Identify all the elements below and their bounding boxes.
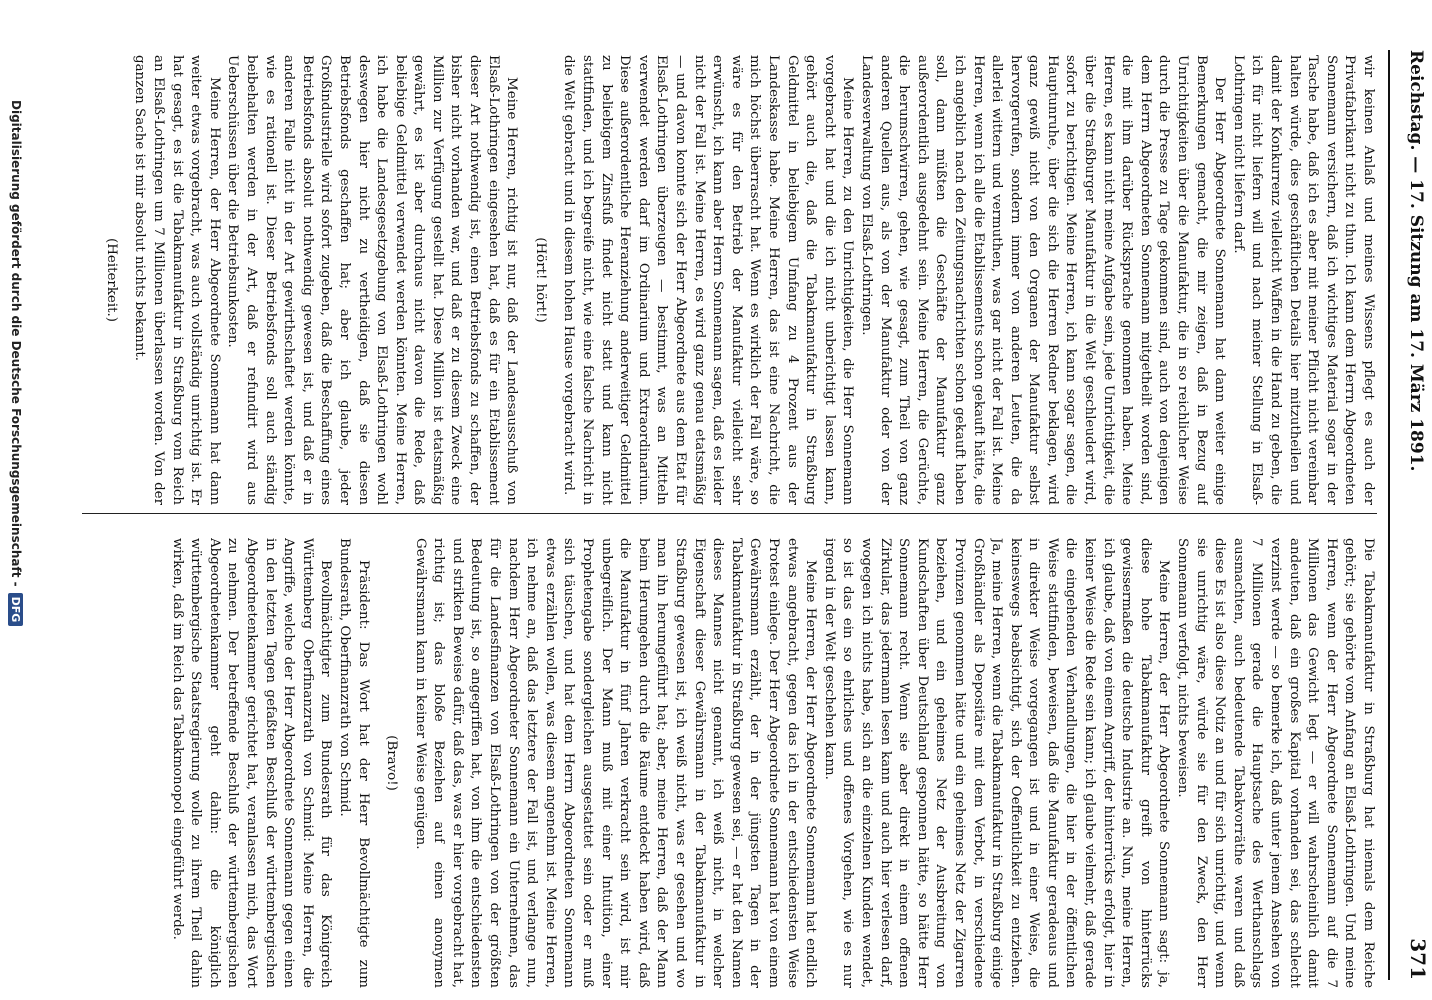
- dfg-logo: DFG: [9, 593, 24, 627]
- interjection: (Hört! hört!): [532, 237, 548, 323]
- interjection: (Heiterkeit.): [103, 238, 119, 322]
- left-column: [77, 55, 1377, 505]
- page-number: 371: [1406, 938, 1430, 980]
- running-title: Reichstag. — 17. Sitzung am 17. März 1891.: [1406, 50, 1426, 472]
- paragraph: Der Herr Abgeordnete Sonnemann hat dann weiter einige Bemerkungen gemacht, die mir zeigen, daß in Bezug auf Unrichtigkeiten über die Manufaktur, die in so reichlicher Weise durch die Presse zu Tage gekommen sind, auch von denjenigen dem Herrn Abgeordneten Sonnemann mitgetheilt worden sind, die mit ihm darüber Rücksprache genommen haben. Meine Herren, es kann nicht meine Aufgabe sein, jede Unrichtigkeit, die über die Straßburger Manufaktur in die Welt geschleudert wird, sofort zu berichtigen. Meine Herren, ich kann sogar sagen, die Hauptunruhe, über die sich die Herren Redner beklagen, wird ganz gewiß nicht von den Organen der Manufaktur selbst hervorgerufen, sondern immer von anderen Leuten, die da allerlei wittern und vermuthen, was gar nicht der Fall ist. Meine Herren, wenn ich alle die Etablissements schon gekauft hätte, die ich angeblich nach den Zeitungsnachrichten schon gekauft haben soll, dann müßten die Geschäfte der Manufaktur ganz außerordentlich ausgedehnt sein. Meine Herren, die Gerüchte, die herumschwirren, gehen, wie gesagt, zum Theil von ganz anderen Quellen aus, als von der Manufaktur oder von der Landesverwaltung von Elsaß-Lothringen.: [858, 55, 1228, 505]
- page-header: [1400, 50, 1430, 980]
- digitization-credit: [4, 100, 28, 980]
- paragraph: Meine Herren, der Herr Abgeordnete Sonnemann hat endlich etwas angebracht, gegen das ich in der entschiedensten Weise Protest einlege. Der Herr Abgeordnete Sonnemann hat von einem Gewährsmann erzählt, der in der jüngsten Tagen in der Tabakmanufaktur in Straßburg gewesen sei, — er hat den Namen dieses Mannes nicht genannt, ich weiß nicht, in welcher Eigenschaft dieser Gewährsmann in der Tabakmanufaktur in Straßburg gewesen ist, ich weiß nicht, was er gesehen und wo man ihn herumgeführt hat; aber, meine Herren, daß der Mann beim Herumgehen durch die Räume entdeckt haben wird, daß die Manufaktur in fünf Jahren verkracht sein wird, ist mir unbegreiflich. Der Mann muß mit einer Intuition, einer Prophetengabe sondergleichen ausgestattet sein oder er muß sich täuschen, und hat dem Herrn Abgeordneten Sonnemann etwas erzählen wollen, was diesem angenehm ist. Meine Herren, ich nehme an, daß das letztere der Fall ist, und verlange nun, nachdem Herr Abgeordneter Sonnemann ein Unternehmen, das für die Landesfinanzen von Elsaß-Lothringen von der größten Bedeutung ist, so angegriffen hat, von ihm die entschiedensten und strikten Beweise dafür, daß das, was er hier vorgebracht hat, richtig ist; das bloße Beziehen auf einen anonymen Gewährsmann kann in keiner Weise genügen.: [412, 538, 819, 988]
- credit-text: Digitalisierung gefördert durch die Deutsche Forschungsgemeinschaft -: [9, 100, 23, 587]
- paragraph: Bevollmächtigter zum Bundesrath für das Königreich Württemberg Oberfinanzrath von Schmid: Meine Herren, die Angriffe, welche der Herr Abgeordnete Sonnemann gegen einen in den letzten Tagen gefaßten Beschluß der württembergischen Abgeordnetenkammer gerichtet hat, veranlassen mich, das Wort zu nehmen. Der betreffende Beschluß der württembergischen Abgeordnetenkammer geht dahin: die königlich württembergische Staatsregierung wolle zu ihrem Theil dahin wirken, daß im Reich das Tabakmonopol eingeführt werde.: [169, 538, 334, 988]
- paragraph: Meine Herren, zu den Unrichtigkeiten, die Herr Sonnemann vorgebracht hat und die ich nicht unberichtigt lassen kann, gehört auch die, daß die Tabakmanufaktur in Straßburg Geldmittel in beliebigem Umfang zu 4 Prozent aus der Landeskasse habe. Meine Herren, das ist eine Nachricht, die mich höchst überrascht hat. Wenn es wirklich der Fall wäre, so wäre es für den Betrieb der Manufaktur vielleicht sehr erwünscht, ich kann aber Herrn Sonnemann sagen, daß es leider nicht der Fall ist. Meine Herren, es wird ganz genau etatsmäßig — und davon konnte sich der Herr Abgeordnete aus dem Etat für Elsaß-Lothringen überzeugen — bestimmt, was an Mitteln verwendet werden darf im Ordinarium und Extraordinarium. Diese außerordentliche Heranziehung anderweitiger Geldmittel zu beliebigem Zinsfuß findet nicht statt und kann nicht stattfinden, und ich begreife nicht, wie eine falsche Nachricht in die Welt gebracht und in diesem hohen Hause vorgebracht wird.: [561, 55, 856, 505]
- paragraph: Meine Herren, der Herr Abgeordnete Sonnemann sagt: ja, diese hohe Tabakmanufaktur greift von hinterrücks gewissermaßen die deutsche Industrie an. Nun, meine Herren, ich glaube, daß von einem Angriff, der hinterrücks erfolgt, hier in keiner Weise die Rede sein kann; ich glaube vielmehr, daß gerade die eingehenden Verhandlungen, die hier in der öffentlichen Weise stattfinden, beweisen, daß die Manufaktur geradeaus und in direkter Weise vorgegangen ist und in einer Weise, die keineswegs beabsichtigt, sich der Oeffentlichkeit zu entziehen. Ja, meine Herren, wenn die Tabakmanufaktur in Straßburg einige Großhändler als Depositäre mit dem Verbot, in verschiedene Provinzen genommen hätte und ein geheimes Netz der Zigarren beziehen, und ein geheimes Netz der Ausbreitung von Kundschaften über Deutschland gesponnen hätte, so hätte Herr Sonnemann recht. Wenn sie aber direkt in einem offenen Zirkular, das jedermann lesen kann und auch hier verlesen darf, wogegen ich nichts habe, sich an die einzelnen Kunden wendet, so ist das ein so ehrliches und offenes Vorgehen, wie es nur irgend in der Welt geschehen kann.: [821, 538, 1172, 988]
- paragraph: Meine Herren, richtig ist nur, daß der Landesausschuß von Elsaß-Lothringen eingesehen hat, daß es für ein Etablissement dieser Art nothwendig ist, einen Betriebsfonds zu schaffen, der bisher nicht vorhanden war, und daß er zu diesem Zweck eine Million zur Verfügung gestellt hat. Diese Million ist etatsmäßig gewährt, es ist aber durchaus nicht davon die Rede, daß beliebige Geldmittel verwendet werden könnten. Meine Herren, ich habe die Landesgesetzgebung von Elsaß-Lothringen wohl deswegen hier nicht zu vertheidigen, daß sie diesen Betriebsfonds geschaffen hat; aber ich glaube, jeder Großindustrielle wird sofort zugeben, daß die Beschaffung eines Betriebsfonds absolut nothwendig gewesen ist, und daß er in anderen Falle nicht in der Art gewirthschaftet werden könnte, wie es rationell ist. Dieser Betriebsfonds soll auch ständig beibehalten werden in der Art, daß er refundirt wird aus Ueberschüssen über die Betriebsunkosten.: [225, 55, 520, 505]
- header-rule: [1388, 50, 1390, 980]
- column-rule: [82, 513, 1377, 514]
- interjection: (Bravo!): [384, 735, 400, 791]
- paragraph: wir keinen Anlaß und meines Wissens pflegt es auch der Privatfabrikant nicht zu thun. Ich kann dem Herrn Abgeordneten Sonnemann versichern, daß ich wichtiges Material sogar in der Tasche habe, daß ich es aber mit meiner Pflicht nicht vereinbar halten würde, dies geschäftlichen Details hier mitzutheilen und damit der Konkurrenz vielleicht Waffen in die Hand zu geben, die ich für nicht liefern will und nach meiner Stellung in Elsaß-Lothringen nicht liefern darf.: [1230, 55, 1376, 505]
- paragraph: Präsident: Das Wort hat der Herr Bevollmächtigte zum Bundesrath, Oberfinanzrath von Schmid.: [336, 538, 371, 988]
- paragraph: Die Tabakmanufaktur in Straßburg hat niemals dem Reiche gehört; sie gehörte vom Anfang an Elsaß-Lothringen. Und meine Herren, wenn der Herr Abgeordnete Sonnemann auf die 7 Millionen das Gewicht legt — er will wahrscheinlich damit andeuten, daß ein großes Kapital vorhanden sei, das schlecht verzinst werde — so bemerke ich, daß unter jenem Ansehen von 7 Millionen gerade die Hauptsache des Werthanschlags ausmachten, auch bedeutende Tabakvorräthe waren und daß diese Es ist also diese Notiz an und für sich unrichtig, und wenn sie unrichtig wäre, würde sie für den Zweck, den Herr Sonnemann verfolgt, nichts beweisen.: [1175, 538, 1376, 988]
- paragraph: Meine Herren, der Herr Abgeordnete Sonnemann hat dann weiter etwas vorgebracht, was auch vollständig unrichtig ist. Er hat gesagt, es ist die Tabakmanufaktur in Straßburg vom Reich an Elsaß-Lothringen um 7 Millionen überlassen worden. Von der ganzen Sache ist mir absolut nichts bekannt.: [132, 55, 222, 505]
- right-column: [77, 538, 1377, 988]
